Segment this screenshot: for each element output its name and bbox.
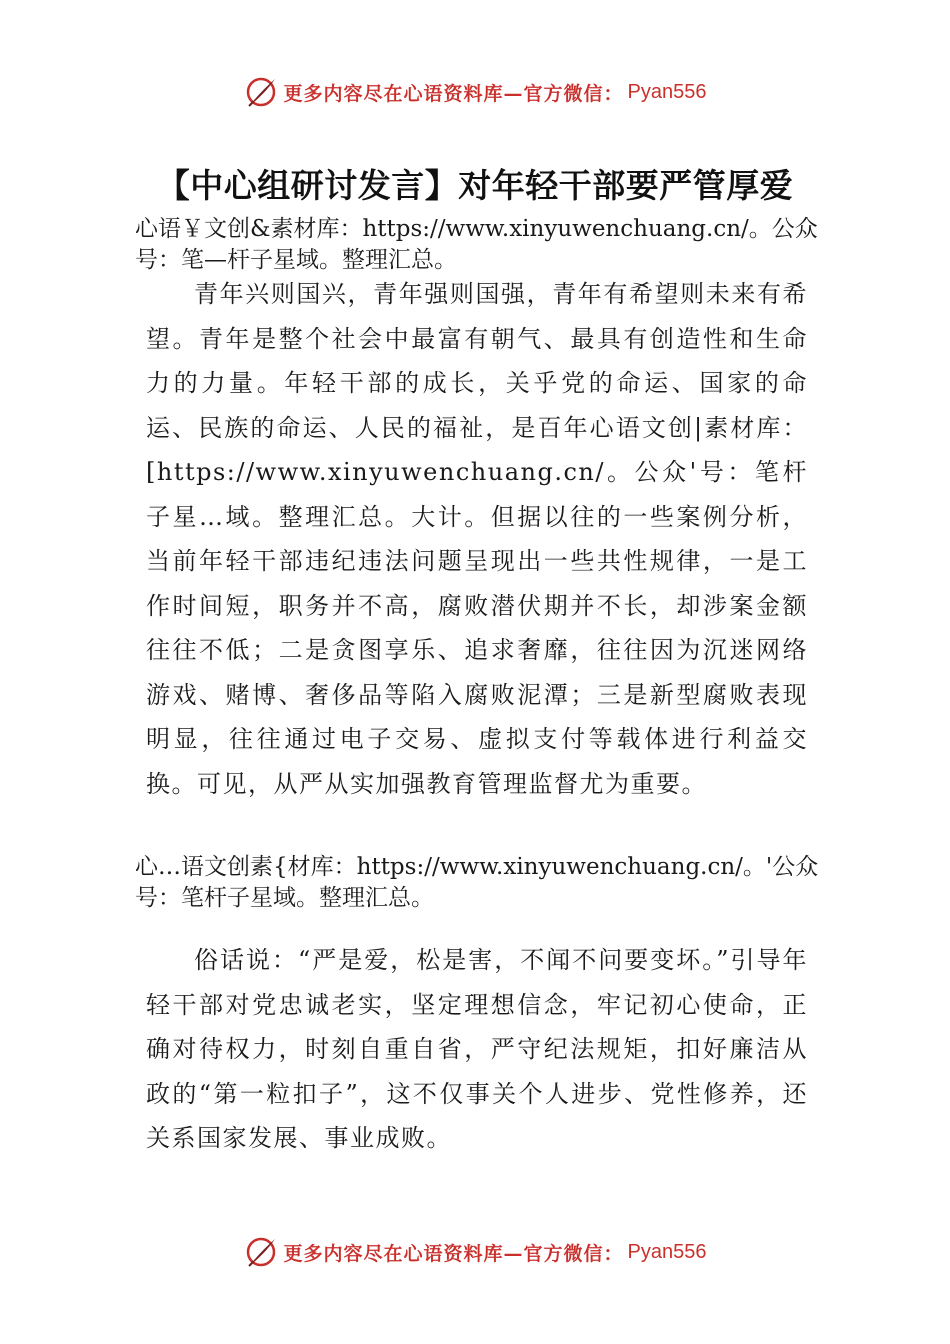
source-note: 心语￥文创&素材库：https://www.xinyuwenchuang.cn/。公众号：笔—杆子星域。整理汇总。 [135, 216, 818, 273]
banner-wechat-id: Pyan556 [627, 80, 707, 103]
body-paragraph: 青年兴则国兴，青年强则国强，青年有希望则未来有希望。青年是整个社会中最富有朝气、最具有创造性和生命力的力量。年轻干部的成长，关乎党的命运、国家的命运、民族的命运、人民的福祉，是百年心语文创|素材库：[https://www.xinyuwenchuang.cn/。公众'号：笔杆子星…域。整理汇总。大计。但据以往的一些案例分析，当前年轻干部违纪违法问题呈现出一些共性规律，一是工作时间短，职务并不高，腐败潜伏期并不长，却涉案金额往往不低；二是贪图享乐、追求奢靡，往往因为沉迷网络游戏、赌博、奢侈品等陷入腐败泥潭；三是新型腐败表现明显，往往通过电子交易、虚拟支付等载体进行利益交换。可见，从严从实加强教育管理监督尤为重要。 [146, 280, 808, 798]
header-banner [0, 72, 950, 112]
footer-banner [0, 1232, 950, 1272]
banner-text: 更多内容尽在心语资料库—官方微信： [283, 1242, 624, 1265]
quill-logo-icon [244, 1235, 278, 1269]
banner-text: 更多内容尽在心语资料库—官方微信： [283, 82, 624, 105]
source-note: 心…语文创素{材库：https://www.xinyuwenchuang.cn/。'公众号：笔杆子星域。整理汇总。 [135, 854, 819, 911]
quill-logo-icon [244, 75, 278, 109]
document-title: 【中心组研讨发言】对年轻干部要严管厚爱 [156, 166, 794, 205]
banner-wechat-id: Pyan556 [627, 1240, 707, 1263]
body-paragraph: 俗话说：“严是爱，松是害，不闻不问要变坏。”引导年轻干部对党忠诚老实，坚定理想信念，牢记初心使命，正确对待权力，时刻自重自省，严守纪法规矩，扣好廉洁从政的“第一粒扣子”，这不仅事关个人进步、党性修养，还关系国家发展、事业成败。 [146, 946, 808, 1152]
